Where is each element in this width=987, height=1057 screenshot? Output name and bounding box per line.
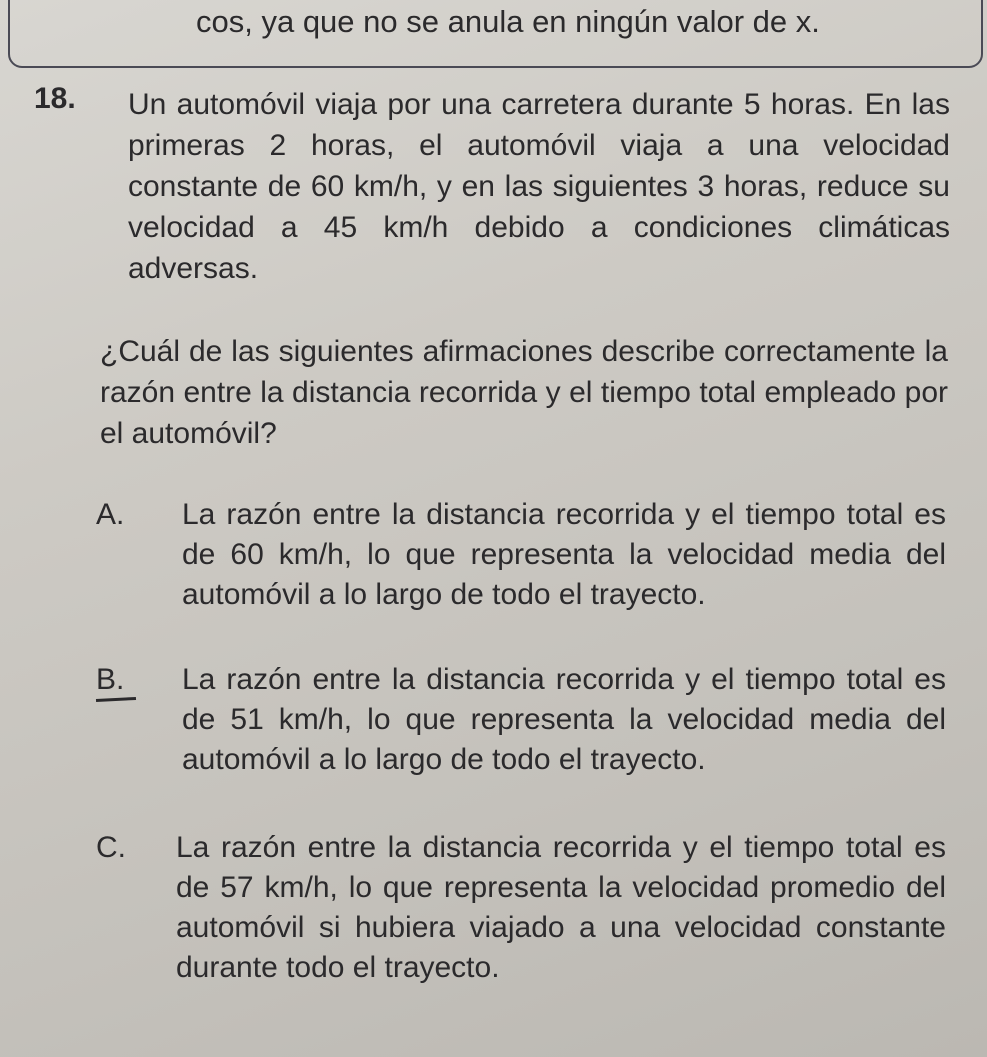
option-c-text: La razón entre la distancia recorrida y el tiempo total es de 57 km/h, lo que representa la velocidad promedio del automóvil si hubiera viajado a una velocidad constante durante todo el trayecto. — [176, 831, 946, 984]
question-number: 18. — [34, 82, 76, 115]
option-a-text: La razón entre la distancia recorrida y el tiempo total es de 60 km/h, lo que representa la velocidad media del automóvil a lo largo de todo el trayecto. — [182, 498, 946, 611]
selection-underline-mark — [96, 697, 136, 702]
question-prompt: ¿Cuál de las siguientes afirmaciones describe correctamente la razón entre la distancia recorrida y el tiempo total empleado por el automóvil? — [100, 335, 948, 450]
question-stem: Un automóvil viaja por una carretera durante 5 horas. En las primeras 2 horas, el automóvil viaja a una velocidad constante de 60 km/h, y en las siguientes 3 horas, reduce su velocidad a 45 km/h debido a condiciones climáticas adversas. — [128, 88, 950, 285]
option-c-letter: C. — [96, 831, 126, 864]
option-b-letter: B. — [96, 663, 125, 696]
previous-answer-text: cos, ya que no se anula en ningún valor de x. — [196, 4, 820, 39]
option-b-text: La razón entre la distancia recorrida y el tiempo total es de 51 km/h, lo que representa la velocidad media del automóvil a lo largo de todo el trayecto. — [182, 663, 946, 776]
option-a-letter: A. — [96, 498, 125, 531]
